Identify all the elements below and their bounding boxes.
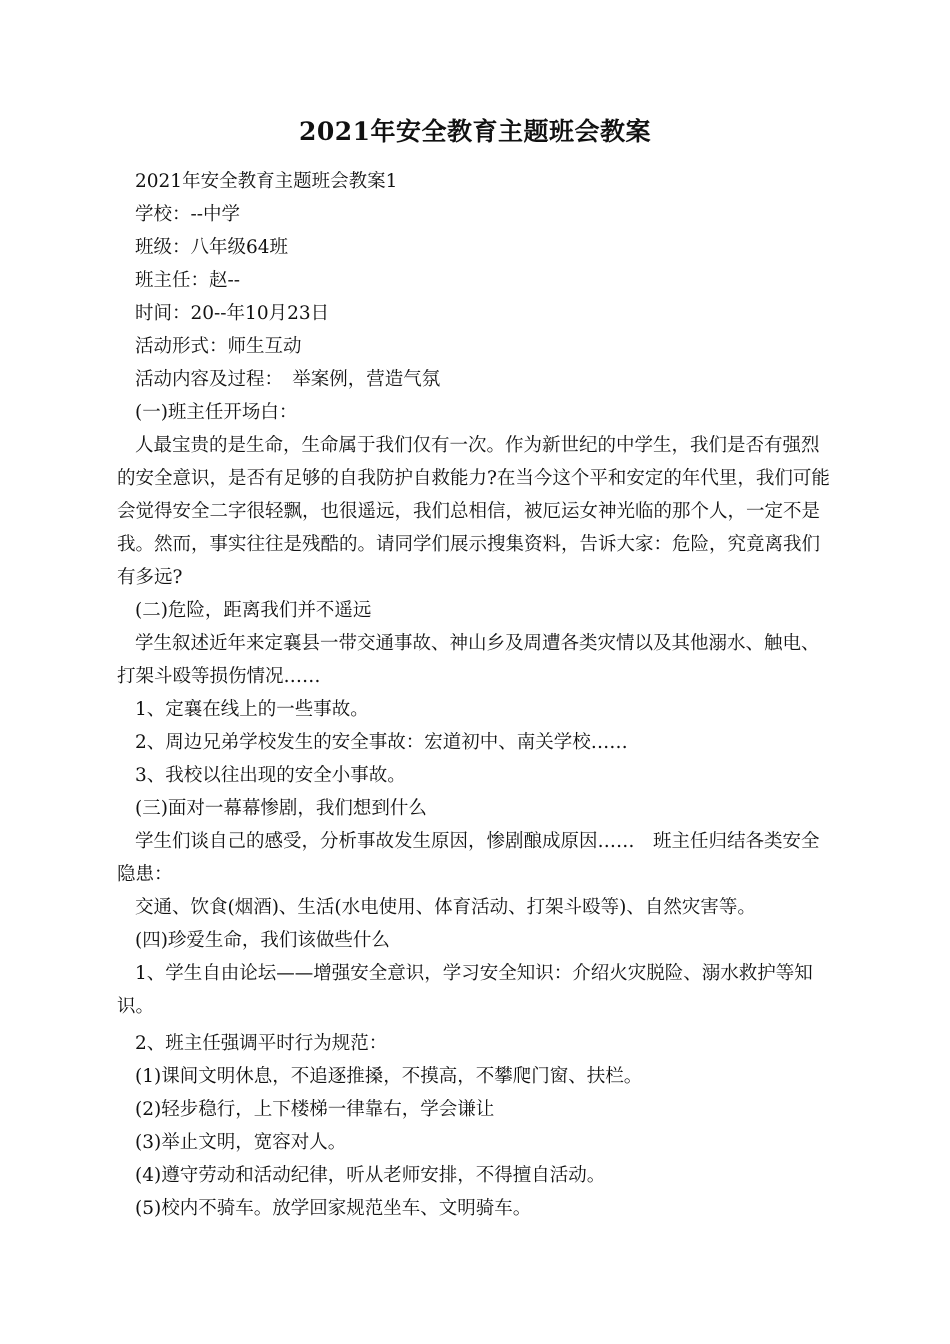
paragraph: 班主任：赵-- [135,270,241,291]
paragraph: 活动内容及过程： 举案例，营造气氛 [135,369,441,390]
paragraph: (一)班主任开场白： [135,402,298,423]
paragraph: 交通、饮食(烟酒)、生活(水电使用、体育活动、打架斗殴等)、自然灾害等。 [135,897,756,918]
paragraph: 活动形式：师生互动 [135,336,302,357]
paragraph: (1)课间文明休息，不追逐推搡，不摸高，不攀爬门窗、扶栏。 [135,1066,643,1087]
paragraph: (5)校内不骑车。放学回家规范坐车、文明骑车。 [135,1198,532,1219]
paragraph: (四)珍爱生命，我们该做些什么 [135,930,390,951]
paragraph: 2021年安全教育主题班会教案1 [135,171,398,192]
paragraph: 班级：八年级64班 [135,237,289,258]
paragraph: (2)轻步稳行，上下楼梯一律靠右，学会谦让 [135,1099,495,1120]
paragraph: 1、学生自由论坛——增强安全意识，学习安全知识：介绍火灾脱险、溺水救护等知识。 [117,963,813,1017]
paragraph: 1、定襄在线上的一些事故。 [135,699,369,720]
paragraph: 学生们谈自己的感受，分析事故发生原因，惨剧酿成原因…… 班主任归结各类安全隐患： [117,831,820,885]
paragraph: 时间：20--年10月23日 [135,303,330,324]
paragraph: (3)举止文明，宽容对人。 [135,1132,347,1153]
document-title: 2021年安全教育主题班会教案 [298,117,652,146]
paragraph: (二)危险，距离我们并不遥远 [135,600,372,621]
document-body [117,165,837,1225]
paragraph: 学校：--中学 [135,204,241,225]
paragraph: 3、我校以往出现的安全小事故。 [135,765,406,786]
paragraph: (三)面对一幕幕惨剧，我们想到什么 [135,798,427,819]
paragraph: 人最宝贵的是生命，生命属于我们仅有一次。作为新世纪的中学生，我们是否有强烈的安全意识，是否有足够的自我防护自救能力?在当今这个平和安定的年代里，我们可能会觉得安全二字很轻飘，也很遥远，我们总相信，被厄运女神光临的那个人，一定不是我。然而，事实往往是残酷的。请同学们展示搜集资料，告诉大家：危险，究竟离我们有多远? [117,435,830,588]
paragraph: (4)遵守劳动和活动纪律，听从老师安排，不得擅自活动。 [135,1165,606,1186]
paragraph: 学生叙述近年来定襄县一带交通事故、神山乡及周遭各类灾情以及其他溺水、触电、打架斗殴等损伤情况…… [117,633,820,687]
paragraph: 2、周边兄弟学校发生的安全事故：宏道初中、南关学校…… [135,732,628,753]
paragraph: 2、班主任强调平时行为规范： [135,1033,388,1054]
